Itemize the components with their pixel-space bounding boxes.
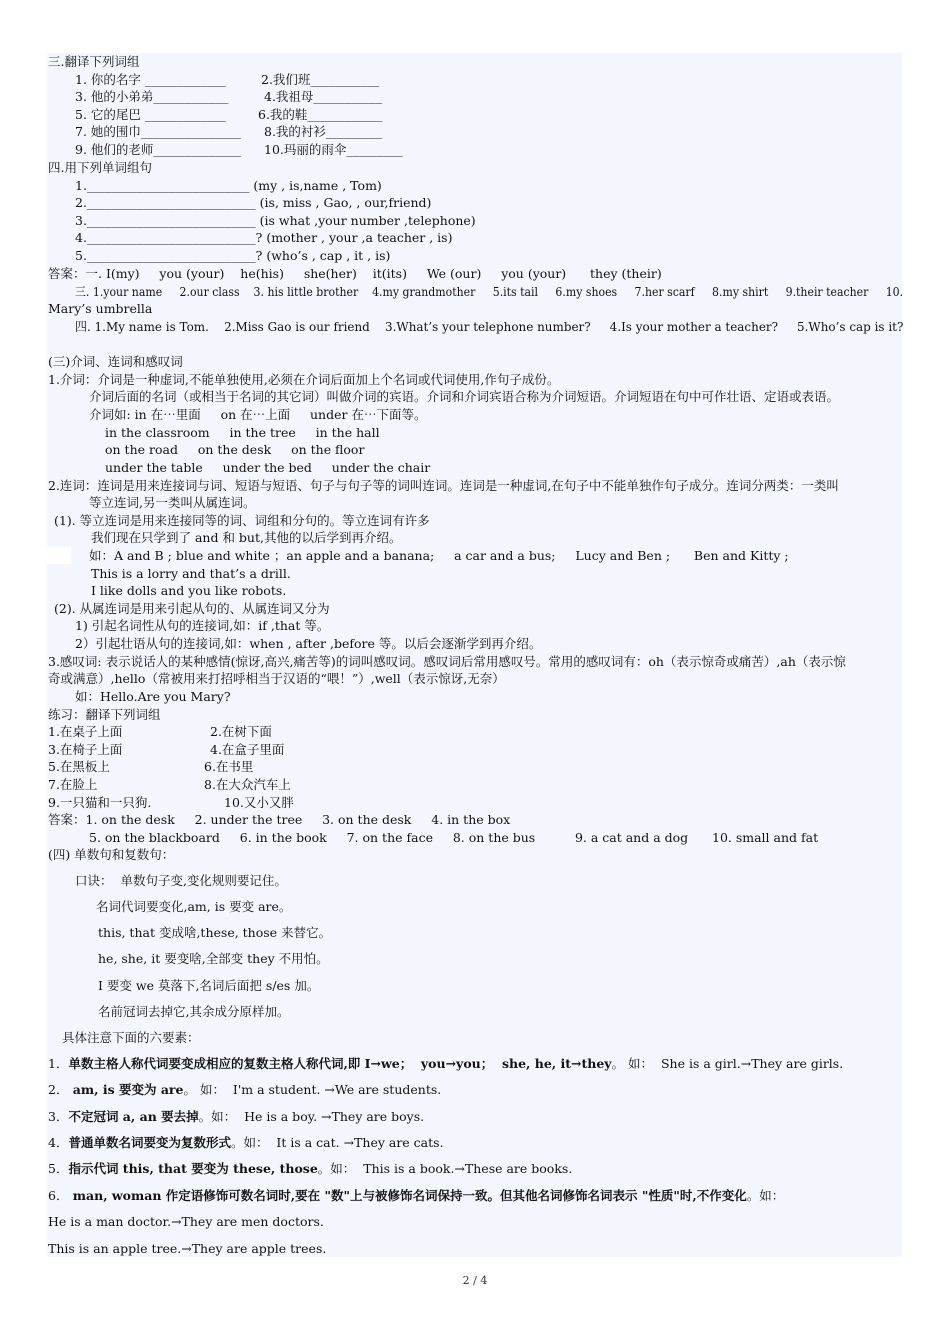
translate-item: 1. 你的名字 _____________ (75, 72, 227, 87)
answer-line: Mary’s umbrella (48, 301, 153, 316)
example-line: This is an apple tree.→They are apple trees. (48, 1241, 327, 1256)
prep-phrase-row: under the table under the bed under the chair (105, 460, 431, 475)
translate-item: 5. 它的尾巴 _____________ (75, 107, 227, 122)
rule-point (48, 1081, 441, 1098)
rule-number: 1． (48, 1056, 69, 1071)
practice-item: 7.在脸上 (48, 777, 98, 792)
interj-line: 如：Hello.Are you Mary? (75, 689, 231, 704)
section4-heading: 四.用下列单词组句 (48, 160, 152, 175)
conj-title: 2.连词：连词是用来连接词与词、短语与短语、句子与句子等的词叫连词。连词是一种虚词,在句子中不能单独作句子成分。连词分两类：一类叫 (48, 478, 839, 493)
rhyme-line: 名词代词要变化,am, is 要变 are。 (96, 899, 292, 914)
rule-bold: 不定冠词 a, an 要去掉 (68, 1109, 199, 1124)
translate-item: 7. 她的围巾________________ (75, 124, 241, 139)
rhyme-line: 名前冠词去掉它,其余成分原样加。 (98, 1004, 290, 1019)
translate-item: 8.我的衬衫_________ (264, 124, 383, 139)
prep-examples: 介词如: in 在⋯里面 on 在⋯上面 under 在⋯下面等。 (89, 407, 427, 422)
practice-item: 3.在椅子上面 (48, 742, 123, 757)
translate-item: 3. 他的小弟弟____________ (75, 89, 229, 104)
sub-conj: 2）引起壮语从句的连接词,如：when , after ,before 等。以后会逐渐学到再介绍。 (75, 636, 542, 651)
rule-point (48, 1055, 843, 1072)
practice-item: 6.在书里 (204, 759, 254, 774)
sentence-item: 2.___________________________ (is, miss , Gao, , our,friend) (75, 195, 432, 210)
practice-item: 8.在大众汽车上 (204, 777, 291, 792)
coord-conj: (1). 等立连词是用来连接同等的词、词组和分句的。等立连词有许多 (54, 513, 430, 528)
page-number: 2 / 4 (462, 1274, 488, 1287)
practice-item: 9.一只猫和一只狗. (48, 795, 152, 810)
practice-answer: 5. on the blackboard 6. in the book 7. on the face 8. on the bus 9. a cat and a dog 10. small and fat (89, 830, 819, 845)
rule-number: 2． (48, 1082, 69, 1097)
sentence-item: 3.___________________________ (is what ,your number ,telephone) (75, 213, 476, 228)
rule-bold: 普通单数名词要变为复数形式 (68, 1135, 231, 1150)
rule-example: 。如： This is a book.→These are books. (317, 1161, 573, 1176)
answer-line: 三. 1.your name 2.our class 3. his little brother 4.my grandmother 5.its tail 6.my shoes 7.her scarf 8.my shirt 9.their teacher 10. (75, 284, 904, 299)
highlight-gap (47, 547, 71, 564)
rhyme-line: I 要变 we 莫落下,名词后面把 s/es 加。 (98, 978, 320, 993)
grammar-heading: (三)介词、连词和感叹词 (48, 354, 183, 369)
rule-example: 。如： He is a boy. →They are boys. (198, 1109, 425, 1124)
practice-item: 1.在桌子上面 (48, 724, 123, 739)
rule-example: 。 如： She is a girl.→They are girls. (611, 1056, 844, 1071)
practice-answer: 答案：1. on the desk 2. under the tree 3. on the desk 4. in the box (48, 812, 511, 827)
rhyme-line: 口诀： 单数句子变,变化规则要记住。 (75, 873, 287, 888)
rule-bold: 单数主格人称代词要变成相应的复数主格人称代词,即 I→we； you→you； she, he, it→they (68, 1056, 612, 1071)
rule-point (48, 1134, 444, 1151)
rule-bold: 指示代词 this, that 要变为 these, those (68, 1161, 318, 1176)
sub-conj: 1) 引起名词性从句的连接词,如：if ,that 等。 (75, 618, 330, 633)
example-line: He is a man doctor.→They are men doctors. (48, 1214, 324, 1229)
practice-item: 5.在黑板上 (48, 759, 110, 774)
coord-examples: This is a lorry and that’s a drill. (91, 566, 291, 581)
prep-phrase-row: in the classroom in the tree in the hall (105, 425, 380, 440)
prep-title: 1.介词：介词是一种虚词,不能单独使用,必须在介词后面加上个名词或代词使用,作句子成份。 (48, 372, 560, 387)
six-title: 具体注意下面的六要素： (62, 1030, 200, 1045)
prep-phrase-row: on the road on the desk on the floor (105, 442, 365, 457)
translate-item: 10.玛丽的雨伞_________ (264, 142, 403, 157)
rhyme-line: he, she, it 要变啥,全部变 they 不用怕。 (98, 951, 329, 966)
practice-heading: 练习：翻译下列词组 (48, 707, 161, 722)
translate-item: 6.我的鞋____________ (258, 107, 383, 122)
rule-example: 。 如： I'm a student. →We are students. (183, 1082, 442, 1097)
rule-number: 3． (48, 1109, 69, 1124)
sentence-item: 5.___________________________? (who’s , cap , it , is) (75, 248, 391, 263)
rule-bold: man, woman 作定语修饰可数名词时,要在 "数"上与被修饰名词保持一致。但其他名词修饰名词表示 "性质"时,不作变化 (68, 1188, 747, 1203)
prep-desc: 介词后面的名词（或相当于名词的其它词）叫做介词的宾语。介词和介词宾语合称为介词短语。介词短语在句中可作壮语、定语或表语。 (89, 389, 840, 404)
rule-example: 。如： (746, 1188, 785, 1203)
practice-item: 2.在树下面 (210, 724, 272, 739)
practice-item: 4.在盒子里面 (210, 742, 285, 757)
rule-example: 。如： It is a cat. →They are cats. (230, 1135, 444, 1150)
rule-number: 4． (48, 1135, 69, 1150)
rule-point (48, 1160, 572, 1177)
interj-line: 奇或满意）,hello（常被用来打招呼相当于汉语的“喂！”）,well（表示惊讶,无奈） (48, 671, 505, 686)
sub-conj: (2). 从属连词是用来引起从句的、从属连词又分为 (54, 601, 330, 616)
sentence-item: 1.__________________________ (my , is,name , Tom) (75, 178, 382, 193)
interj-line: 3.感叹词: 表示说话人的某种感情(惊讶,高兴,痛苦等)的词叫感叹词。感叹词后常用感叹号。常用的感叹词有：oh（表示惊奇或痛苦）,ah（表示惊 (48, 654, 846, 669)
sentence-item: 4.___________________________? (mother , your ,a teacher , is) (75, 230, 453, 245)
rule-number: 6． (48, 1188, 69, 1203)
rule-point (48, 1108, 424, 1125)
rule-number: 5． (48, 1161, 69, 1176)
translate-item: 4.我祖母___________ (264, 89, 383, 104)
rule-bold: am, is 要变为 are (68, 1082, 184, 1097)
coord-examples: I like dolls and you like robots. (91, 583, 287, 598)
answer-line: 答案：一. I(my) you (your) he(his) she(her) it(its) We (our) you (your) they (their) (48, 266, 662, 281)
section3-heading: 三.翻译下列词组 (48, 54, 140, 69)
rhyme-line: this, that 变成啥,these, those 来替它。 (98, 925, 332, 940)
translate-item: 2.我们班___________ (261, 72, 380, 87)
answer-line: 四. 1.My name is Tom. 2.Miss Gao is our friend 3.What’s your telephone number? 4.Is your mother a teacher? 5.Who’s cap is it? (75, 319, 904, 334)
translate-item: 9. 他们的老师______________ (75, 142, 241, 157)
rule-point (48, 1187, 784, 1204)
conj-title-cont: 等立连词,另一类叫从属连词。 (89, 495, 256, 510)
coord-conj: 我们现在只学到了 and 和 but,其他的以后学到再介绍。 (91, 530, 402, 545)
plural-heading: (四) 单数句和复数句： (48, 847, 175, 862)
coord-examples: 如：A and B ; blue and white ；an apple and a banana; a car and a bus; Lucy and Ben ; Ben and Kitty ; (89, 548, 789, 563)
practice-item: 10.又小又胖 (224, 795, 294, 810)
